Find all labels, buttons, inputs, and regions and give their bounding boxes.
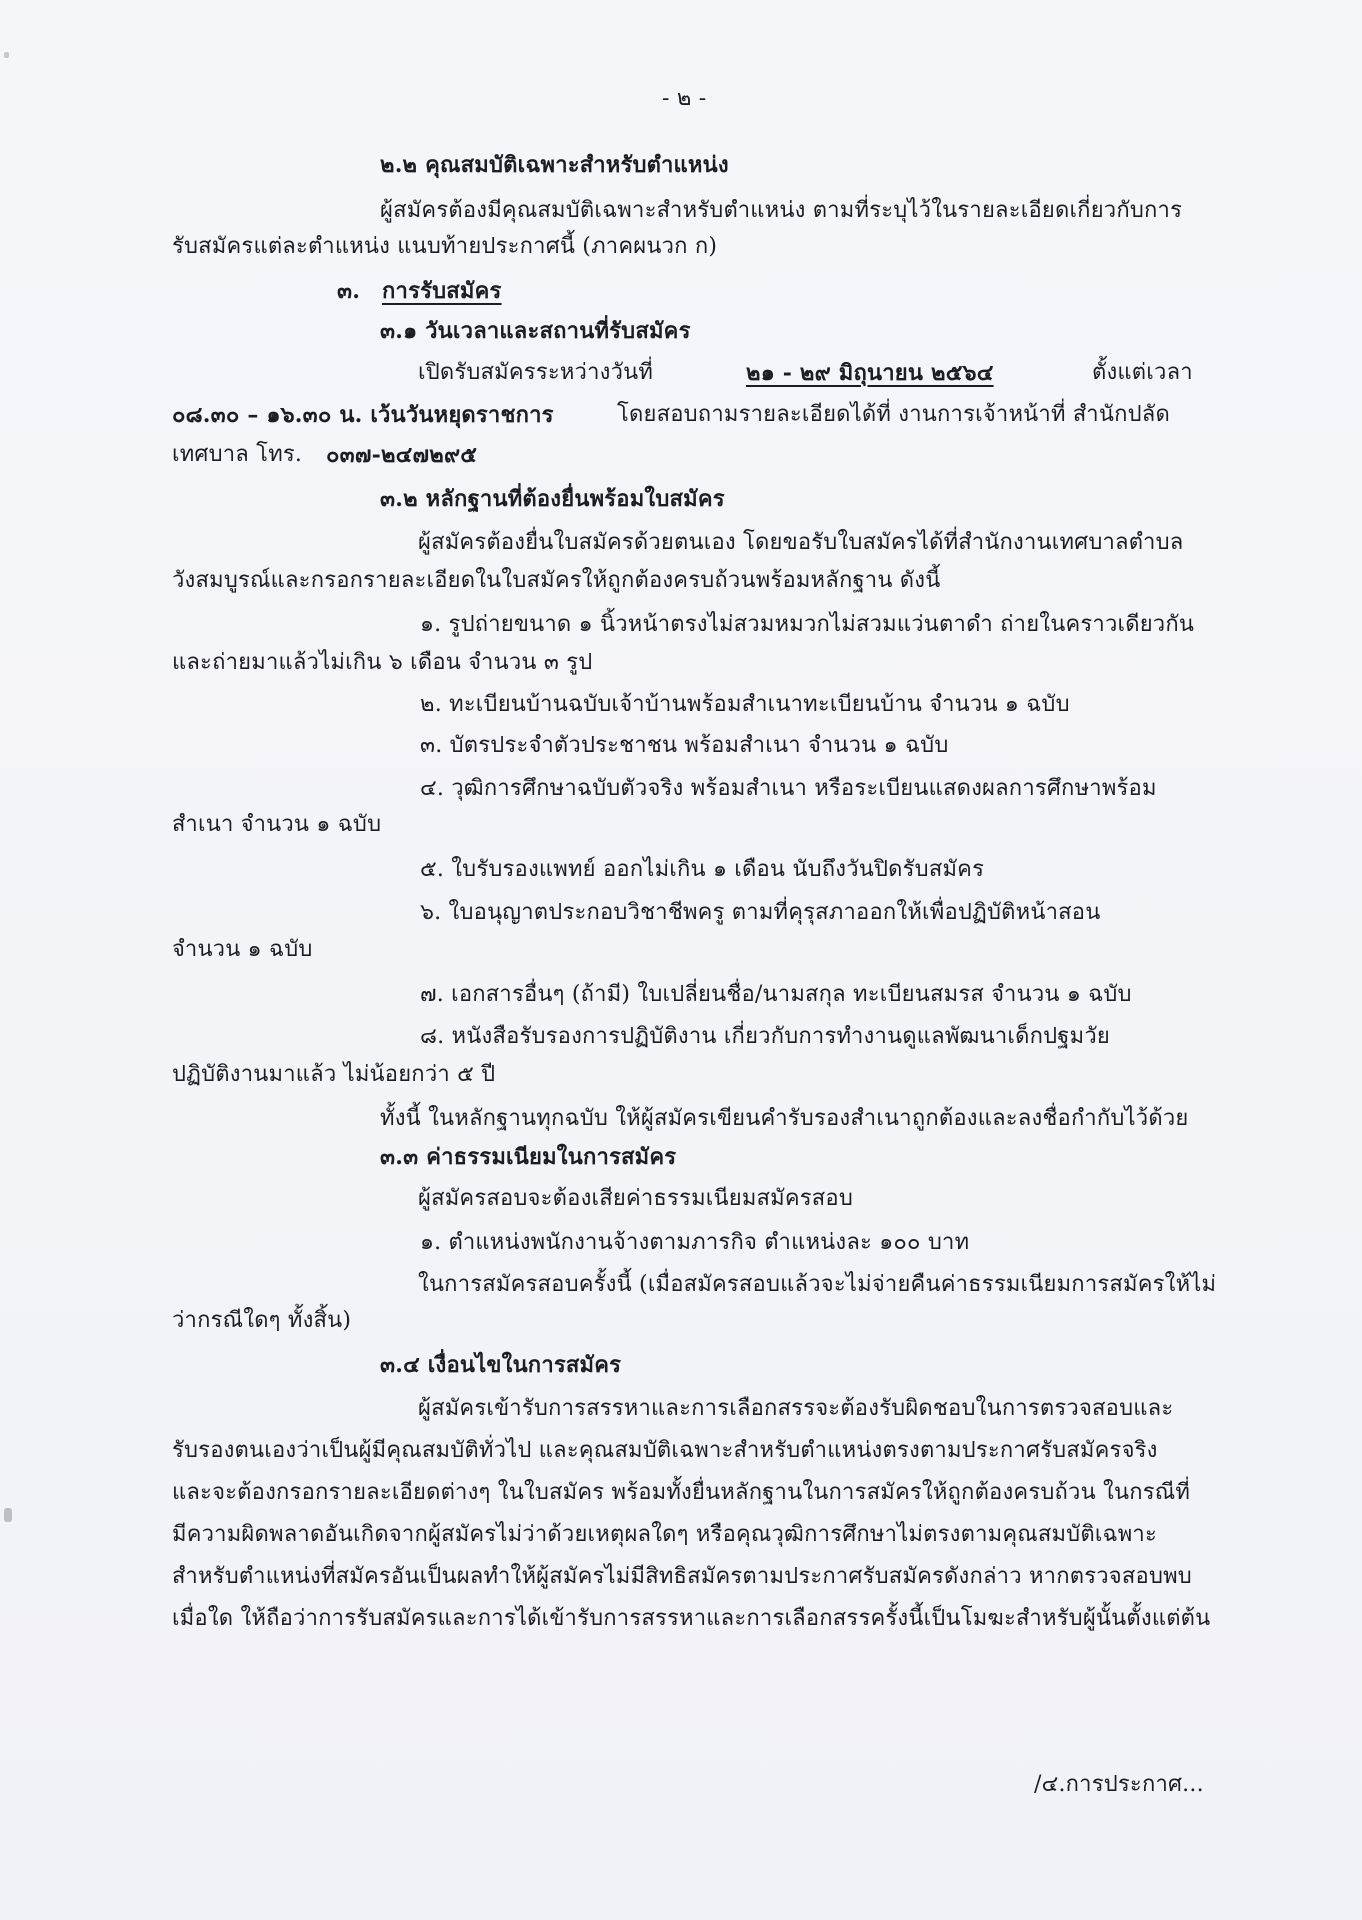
section-number-3: ๓. [337, 278, 361, 304]
apply-intro: เปิดรับสมัครระหว่างวันที่ [418, 360, 654, 385]
paragraph-line: สำหรับตำแหน่งที่สมัครอันเป็นผลทำให้ผู้สมัครไม่มีสิทธิสมัครตามประกาศรับสมัครดังกล่าว หากตรวจสอบพบ [172, 1564, 1192, 1589]
doc-item-4: ๔. วุฒิการศึกษาฉบับตัวจริง พร้อมสำเนา หรือระเบียนแสดงผลการศึกษาพร้อม [420, 776, 1157, 801]
fee-body: ผู้สมัครสอบจะต้องเสียค่าธรรมเนียมสมัครสอบ [418, 1186, 853, 1211]
section-heading-3-3: ๓.๓ ค่าธรรมเนียมในการสมัคร [380, 1144, 677, 1170]
apply-date-range: ๒๑ - ๒๙ มิถุนายน ๒๕๖๔ [746, 360, 994, 386]
paragraph-line: รับรองตนเองว่าเป็นผู้มีคุณสมบัติทั่วไป และคุณสมบัติเฉพาะสำหรับตำแหน่งตรงตามประกาศรับสมัครจริง [172, 1438, 1158, 1463]
paragraph-line: เมื่อใด ให้ถือว่าการรับสมัครและการได้เข้ารับการสรรหาและการเลือกสรรครั้งนี้เป็นโมฆะสำหรับผู้นั้นตั้งแต่ต้น [172, 1606, 1211, 1631]
apply-phone: ๐๓๗-๒๔๗๒๙๕ [326, 442, 478, 468]
section-heading-2-2: ๒.๒ คุณสมบัติเฉพาะสำหรับตำแหน่ง [380, 152, 729, 178]
scan-speck [4, 52, 9, 58]
paragraph-line: ผู้สมัครต้องมีคุณสมบัติเฉพาะสำหรับตำแหน่ง ตามที่ระบุไว้ในรายละเอียดเกี่ยวกับการ [380, 198, 1183, 223]
doc-item-8: ๘. หนังสือรับรองการปฏิบัติงาน เกี่ยวกับการทำงานดูแลพัฒนาเด็กปฐมวัย [420, 1024, 1110, 1049]
apply-office: เทศบาล โทร. [172, 442, 303, 467]
paragraph-line: มีความผิดพลาดอันเกิดจากผู้สมัครไม่ว่าด้วยเหตุผลใดๆ หรือคุณวุฒิการศึกษาไม่ตรงตามคุณสมบัติเฉพาะ [172, 1522, 1158, 1547]
section-heading-3-4: ๓.๔ เงื่อนไขในการสมัคร [380, 1352, 622, 1378]
doc-item-7: ๗. เอกสารอื่นๆ (ถ้ามี) ใบเปลี่ยนชื่อ/นามสกุล ทะเบียนสมรส จำนวน ๑ ฉบับ [420, 982, 1132, 1007]
doc-item-4-cont: สำเนา จำนวน ๑ ฉบับ [172, 812, 382, 837]
documents-note: ทั้งนี้ ในหลักฐานทุกฉบับ ให้ผู้สมัครเขียนคำรับรองสำเนาถูกต้องและลงชื่อกำกับไว้ด้วย [380, 1106, 1189, 1131]
paragraph-line: วังสมบูรณ์และกรอกรายละเอียดในใบสมัครให้ถูกต้องครบถ้วนพร้อมหลักฐาน ดังนี้ [172, 568, 941, 593]
doc-item-6-cont: จำนวน ๑ ฉบับ [172, 937, 313, 962]
paragraph-line: ผู้สมัครเข้ารับการสรรหาและการเลือกสรรจะต้องรับผิดชอบในการตรวจสอบและ [418, 1396, 1174, 1421]
doc-item-3: ๓. บัตรประจำตัวประชาชน พร้อมสำเนา จำนวน ๑ ฉบับ [420, 733, 949, 758]
doc-item-5: ๕. ใบรับรองแพทย์ ออกไม่เกิน ๑ เดือน นับถึงวันปิดรับสมัคร [420, 857, 985, 882]
doc-item-6: ๖. ใบอนุญาตประกอบวิชาชีพครู ตามที่คุรุสภาออกให้เพื่อปฏิบัติหน้าสอน [420, 900, 1101, 925]
fee-item-1: ๑. ตำแหน่งพนักงานจ้างตามภารกิจ ตำแหน่งละ ๑๐๐ บาท [420, 1230, 970, 1255]
doc-item-2: ๒. ทะเบียนบ้านฉบับเจ้าบ้านพร้อมสำเนาทะเบียนบ้าน จำนวน ๑ ฉบับ [420, 692, 1070, 717]
scan-speck [4, 1508, 12, 1522]
continuation-note: /๔.การประกาศ... [1034, 1772, 1204, 1797]
apply-hours: ๐๘.๓๐ – ๑๖.๓๐ น. เว้นวันหยุดราชการ [172, 402, 554, 428]
doc-item-1-cont: และถ่ายมาแล้วไม่เกิน ๖ เดือน จำนวน ๓ รูป [172, 650, 593, 675]
fee-note: ในการสมัครสอบครั้งนี้ (เมื่อสมัครสอบแล้วจะไม่จ่ายคืนค่าธรรมเนียมการสมัครให้ไม่ [418, 1272, 1217, 1297]
apply-contact: โดยสอบถามรายละเอียดได้ที่ งานการเจ้าหน้าที่ สำนักปลัด [617, 402, 1170, 427]
doc-item-1: ๑. รูปถ่ายขนาด ๑ นิ้วหน้าตรงไม่สวมหมวกไม่สวมแว่นตาดำ ถ่ายในคราวเดียวกัน [420, 612, 1195, 637]
page-number: - ๒ - [662, 86, 707, 111]
section-heading-3: การรับสมัคร [382, 278, 502, 304]
fee-note-cont: ว่ากรณีใดๆ ทั้งสิ้น) [172, 1308, 352, 1333]
apply-from-time: ตั้งแต่เวลา [1092, 360, 1193, 385]
paragraph-line: และจะต้องกรอกรายละเอียดต่างๆ ในใบสมัคร พร้อมทั้งยื่นหลักฐานในการสมัครให้ถูกต้องครบถ้วน ในกรณีที่ [172, 1480, 1191, 1505]
paragraph-line: รับสมัครแต่ละตำแหน่ง แนบท้ายประกาศนี้ (ภาคผนวก ก) [172, 234, 718, 259]
doc-item-8-cont: ปฏิบัติงานมาแล้ว ไม่น้อยกว่า ๕ ปี [172, 1062, 496, 1087]
paragraph-line: ผู้สมัครต้องยื่นใบสมัครด้วยตนเอง โดยขอรับใบสมัครได้ที่สำนักงานเทศบาลตำบล [418, 530, 1184, 555]
section-heading-3-1: ๓.๑ วันเวลาและสถานที่รับสมัคร [380, 318, 691, 344]
section-heading-3-2: ๓.๒ หลักฐานที่ต้องยื่นพร้อมใบสมัคร [380, 486, 725, 512]
